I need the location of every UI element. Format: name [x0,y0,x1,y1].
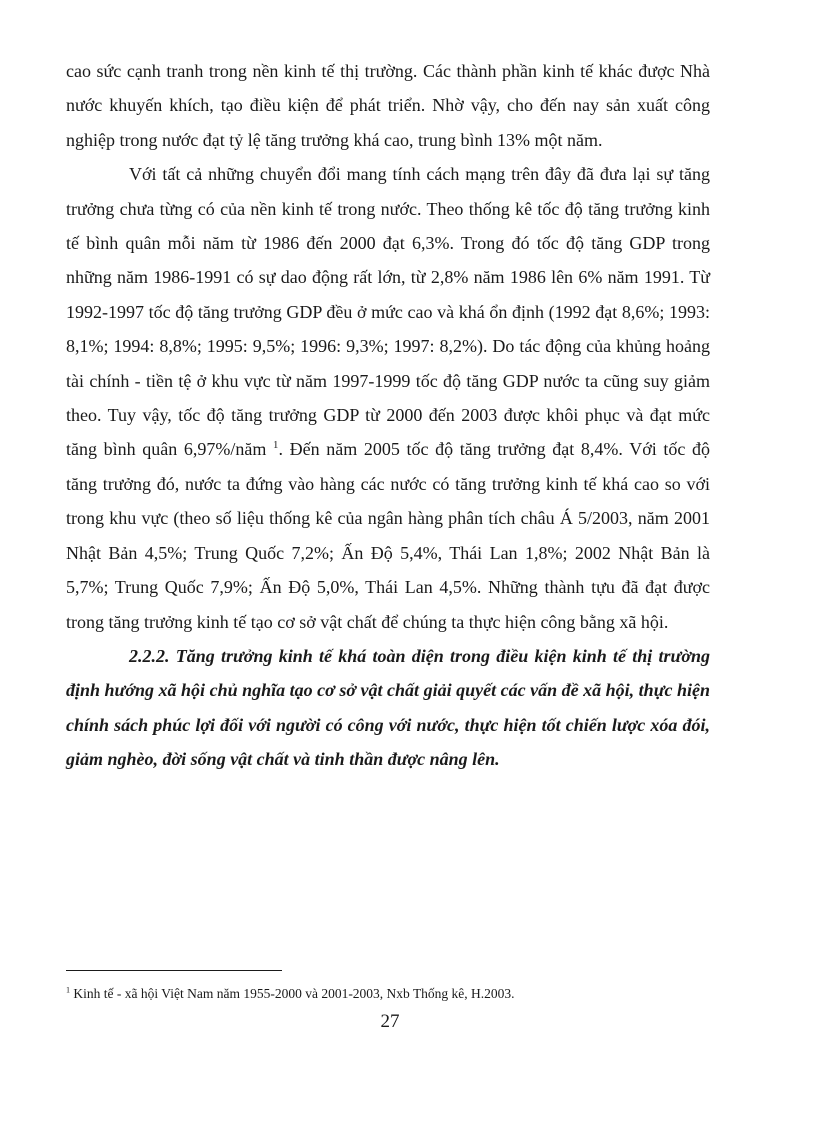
footnote-marker: 1 [66,985,71,995]
footnote [66,985,726,1003]
paragraph-2-part-2: . Đến năm 2005 tốc độ tăng trưởng đạt 8,4%. Với tốc độ tăng trưởng đó, nước ta đứng vào hàng các nước có tăng trưởng kinh tế khá cao so với trong khu vực (theo số liệu thống kê của ngân hàng phân tích châu Á 5/2003, năm 2001 Nhật Bản 4,5%; Trung Quốc 7,2%; Ấn Độ 5,4%, Thái Lan 1,8%; 2002 Nhật Bản là 5,7%; Trung Quốc 7,9%; Ấn Độ 5,0%, Thái Lan 4,5%. Những thành tựu đã đạt được trong tăng trưởng kinh tế tạo cơ sở vật chất để chúng ta thực hiện công bằng xã hội. [66,439,710,632]
paragraph-2-part-1: Với tất cả những chuyển đổi mang tính cách mạng trên đây đã đưa lại sự tăng trưởng chưa từng có của nền kinh tế trong nước. Theo thống kê tốc độ tăng trưởng kinh tế bình quân mỗi năm từ 1986 đến 2000 đạt 6,3%. Trong đó tốc độ tăng GDP trong những năm 1986-1991 có sự dao động rất lớn, từ 2,8% năm 1986 lên 6% năm 1991. Từ 1992-1997 tốc độ tăng trưởng GDP đều ở mức cao và khá ổn định (1992 đạt 8,6%; 1993: 8,1%; 1994: 8,8%; 1995: 9,5%; 1996: 9,3%; 1997: 8,2%). Do tác động của khủng hoảng tài chính - tiền tệ ở khu vực từ năm 1997-1999 tốc độ tăng GDP nước ta cũng suy giảm theo. Tuy vậy, tốc độ tăng trưởng GDP từ 2000 đến 2003 được khôi phục và đạt mức tăng bình quân 6,97%/năm [66,164,710,460]
paragraph-1: cao sức cạnh tranh trong nền kinh tế thị trường. Các thành phần kinh tế khác được Nhà nước khuyến khích, tạo điều kiện để phát triển. Nhờ vậy, cho đến nay sản xuất công nghiệp trong nước đạt tỷ lệ tăng trưởng khá cao, trung bình 13% một năm. [66,61,710,150]
footnote-divider [66,970,282,971]
section-heading-2-2-2: 2.2.2. Tăng trưởng kinh tế khá toàn diện trong điều kiện kinh tế thị trường định hướng xã hội chủ nghĩa tạo cơ sở vật chất giải quyết các vấn đề xã hội, thực hiện chính sách phúc lợi đối với người có công với nước, thực hiện tốt chiến lược xóa đói, giảm nghèo, đời sống vật chất và tinh thần được nâng lên. [66,645,710,770]
paragraph-2 [66,157,710,639]
footnote-text: Kinh tế - xã hội Việt Nam năm 1955-2000 và 2001-2003, Nxb Thống kê, H.2003. [73,986,515,1001]
body-text [66,54,710,777]
page-number: 27 [380,1011,400,1032]
footnote-reference: 1 [273,439,279,452]
